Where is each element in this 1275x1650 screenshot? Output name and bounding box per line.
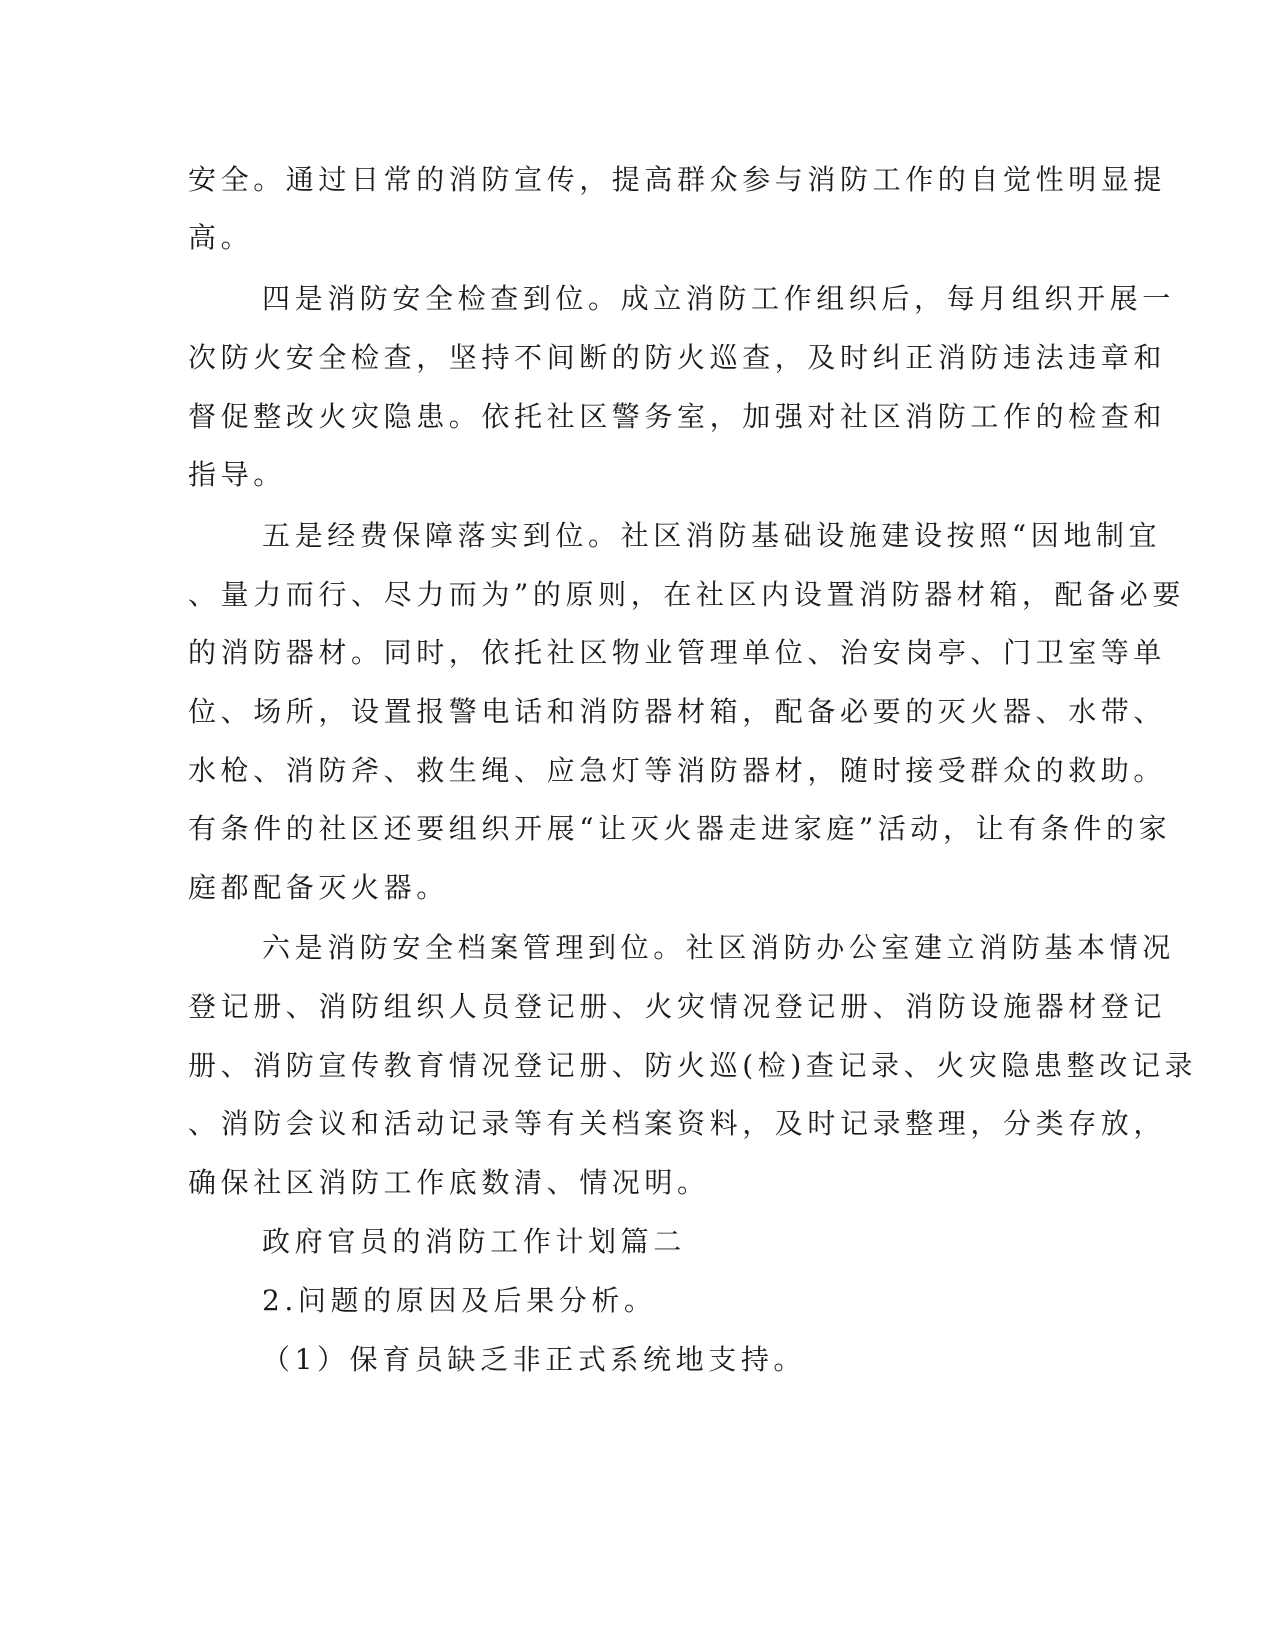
paragraph-line: 指导。 [188,458,286,491]
paragraph-line: 、消防会议和活动记录等有关档案资料，及时记录整理，分类存放， [188,1107,1167,1140]
paragraph-line: 确保社区消防工作底数清、情况明。 [188,1166,710,1199]
paragraph-line: 的消防器材。同时，依托社区物业管理单位、治安岗亭、门卫室等单 [188,636,1167,669]
paragraph-line: 册、消防宣传教育情况登记册、防火巡(检)查记录、火灾隐患整改记录 [188,1049,1198,1082]
paragraph-line: 五是经费保障落实到位。社区消防基础设施建设按照“因地制宜 [262,519,1162,552]
paragraph-line: 六是消防安全档案管理到位。社区消防办公室建立消防基本情况 [262,931,1175,964]
paragraph-line: 四是消防安全检查到位。成立消防工作组织后，每月组织开展一 [262,282,1175,315]
paragraph-line: 水枪、消防斧、救生绳、应急灯等消防器材，随时接受群众的救助。 [188,754,1167,787]
subheading: 2.问题的原因及后果分析。 [262,1284,657,1317]
paragraph-line: 登记册、消防组织人员登记册、火灾情况登记册、消防设施器材登记 [188,990,1167,1023]
paragraph-line: 安全。通过日常的消防宣传，提高群众参与消防工作的自觉性明显提 [188,163,1167,196]
paragraph-line: 、量力而行、尽力而为”的原则，在社区内设置消防器材箱，配备必要 [188,578,1185,611]
section-heading: 政府官员的消防工作计划篇二 [262,1225,686,1258]
paragraph-line: 次防火安全检查，坚持不间断的防火巡查，及时纠正消防违法违章和 [188,341,1167,374]
paragraph-line: 庭都配备灭火器。 [188,871,449,904]
paragraph-line: 高。 [188,221,254,254]
paragraph-line: 督促整改火灾隐患。依托社区警务室，加强对社区消防工作的检查和 [188,400,1167,433]
list-item: （1）保育员缺乏非正式系统地支持。 [262,1343,807,1376]
paragraph-line: 位、场所，设置报警电话和消防器材箱，配备必要的灭火器、水带、 [188,695,1167,728]
paragraph-line: 有条件的社区还要组织开展“让灭火器走进家庭”活动，让有条件的家 [188,812,1172,845]
